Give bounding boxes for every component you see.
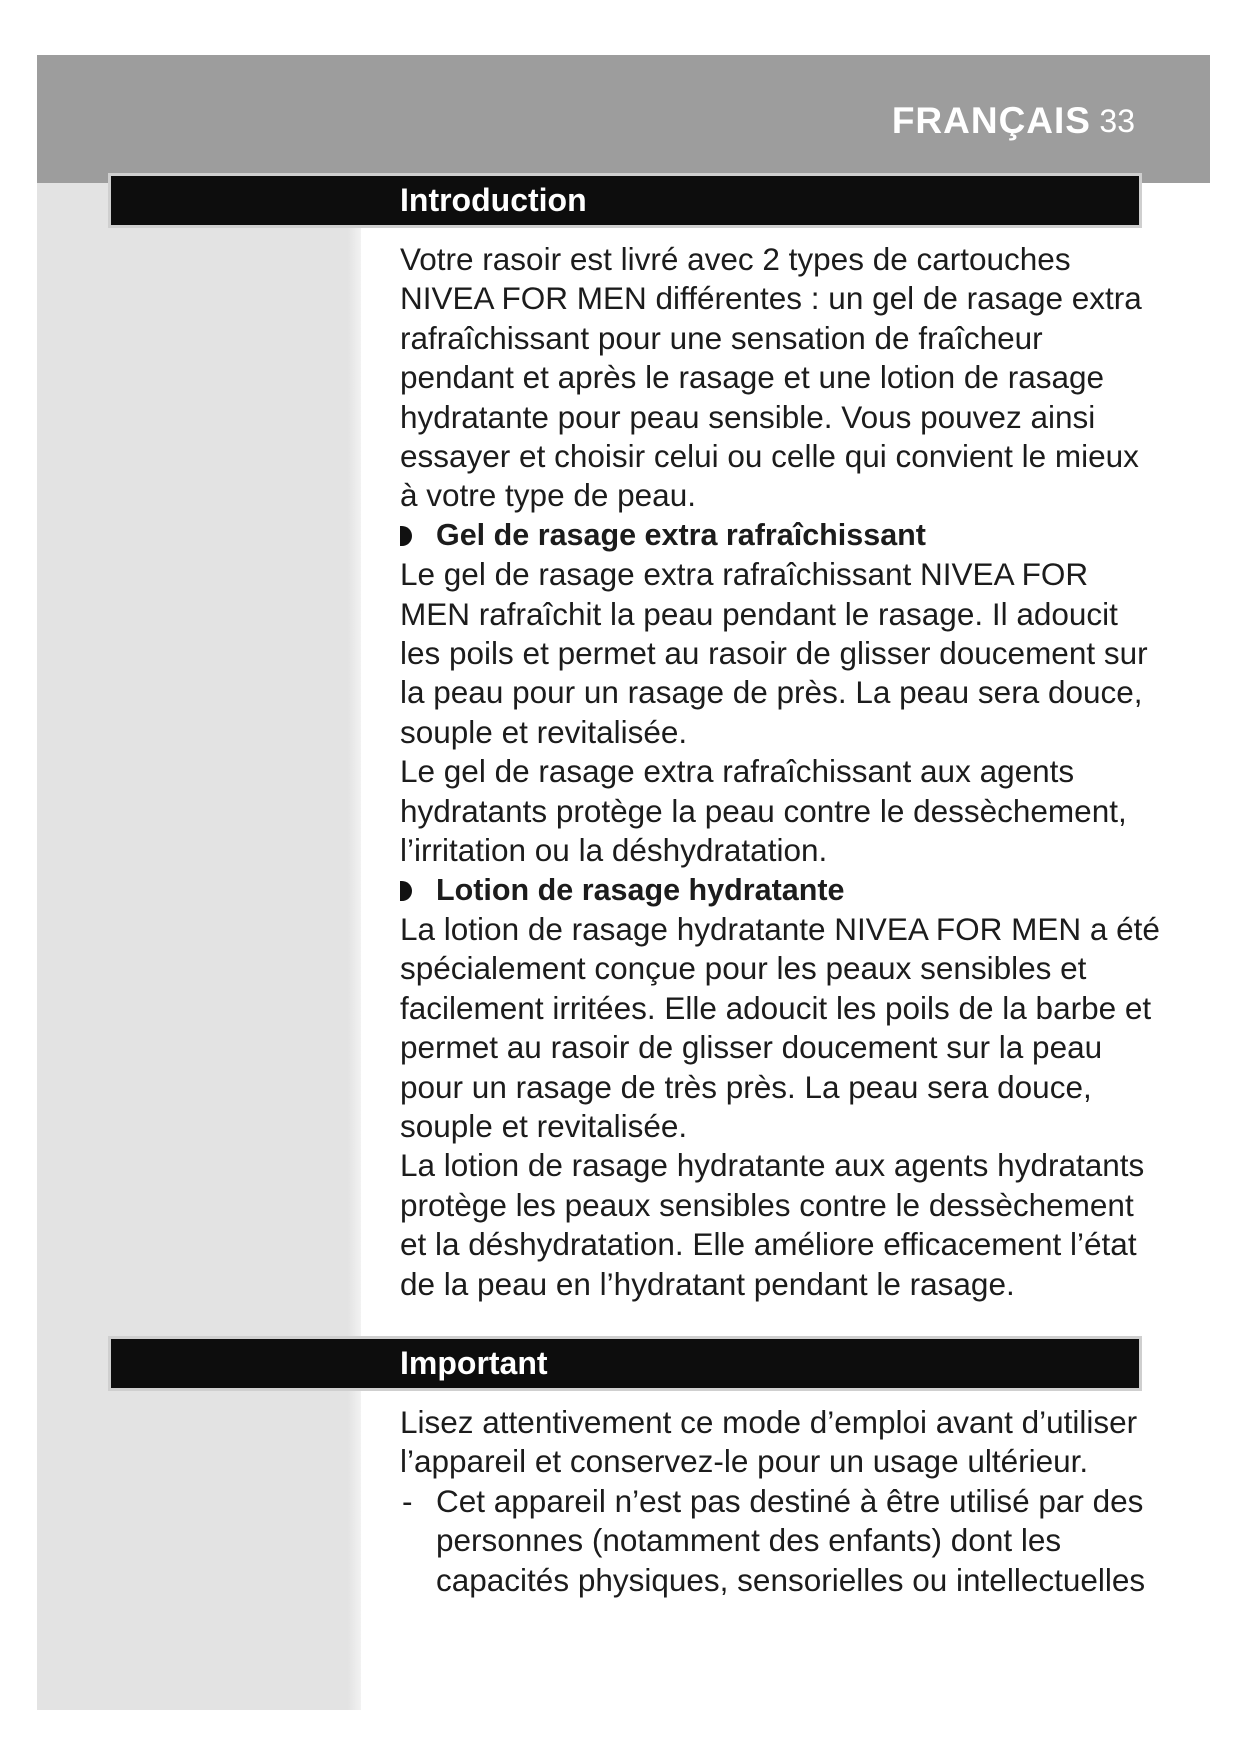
important-heading: Important <box>400 1345 548 1381</box>
important-heading-bar <box>111 1339 1139 1388</box>
bullet-icon <box>400 881 412 901</box>
gel-paragraph-2: Le gel de rasage extra rafraîchissant aux agents hydratants protège la peau contre le dessèchement, l’irritation ou la déshydratation. <box>400 753 1127 869</box>
lotion-subheading-text: Lotion de rasage hydratante <box>436 872 845 907</box>
lotion-paragraph-1: La lotion de rasage hydratante NIVEA FOR MEN a été spécialement conçue pour les peaux sensibles et facilement irritées. Elle adoucit les poils de la barbe et permet au rasoir de glisser doucement sur la peau pour un rasage de très près. La peau sera douce, souple et revitalisée. <box>400 910 1160 1144</box>
introduction-heading-bar <box>111 176 1139 225</box>
important-list-item-text: Cet appareil n’est pas destiné à être utilisé par des personnes (notamment des enfants) dont les capacités physiques, sensorielles ou intellectuelles <box>436 1482 1146 1598</box>
lotion-subheading <box>400 871 1160 910</box>
bullet-icon <box>400 526 412 546</box>
gel-subheading <box>400 516 1160 555</box>
language-title: FRANÇAIS <box>891 100 1091 141</box>
important-content <box>400 1403 1180 1600</box>
left-margin-band <box>37 180 361 1710</box>
lotion-paragraph-2: La lotion de rasage hydratante aux agents hydratants protège les peaux sensibles contre le dessèchement et la déshydratation. Elle améliore efficacement l’état de la peau en l’hydratant pendant le rasage. <box>400 1147 1145 1302</box>
gel-paragraph-1: Le gel de rasage extra rafraîchissant NIVEA FOR MEN rafraîchit la peau pendant le rasage. Il adoucit les poils et permet au rasoir de glisser doucement sur la peau pour un rasage de près. La peau sera douce, souple et revitalisée. <box>400 556 1148 750</box>
important-paragraph: Lisez attentivement ce mode d’emploi avant d’utiliser l’appareil et conservez-le pour un usage ultérieur. <box>400 1404 1138 1480</box>
page-number: 33 <box>1099 103 1135 139</box>
introduction-paragraph: Votre rasoir est livré avec 2 types de cartouches NIVEA FOR MEN différentes : un gel de rasage extra rafraîchissant pour une sensation de fraîcheur pendant et après le rasage et une lotion de rasage hydratante pour peau sensible. Vous pouvez ainsi essayer et choisir celui ou celle qui convient le mieux à votre type de peau. <box>400 241 1142 514</box>
introduction-heading: Introduction <box>400 182 587 218</box>
dash-marker: - <box>402 1482 413 1519</box>
introduction-content <box>400 240 1160 1304</box>
important-list-item <box>400 1482 1180 1600</box>
gel-subheading-text: Gel de rasage extra rafraîchissant <box>436 517 926 552</box>
